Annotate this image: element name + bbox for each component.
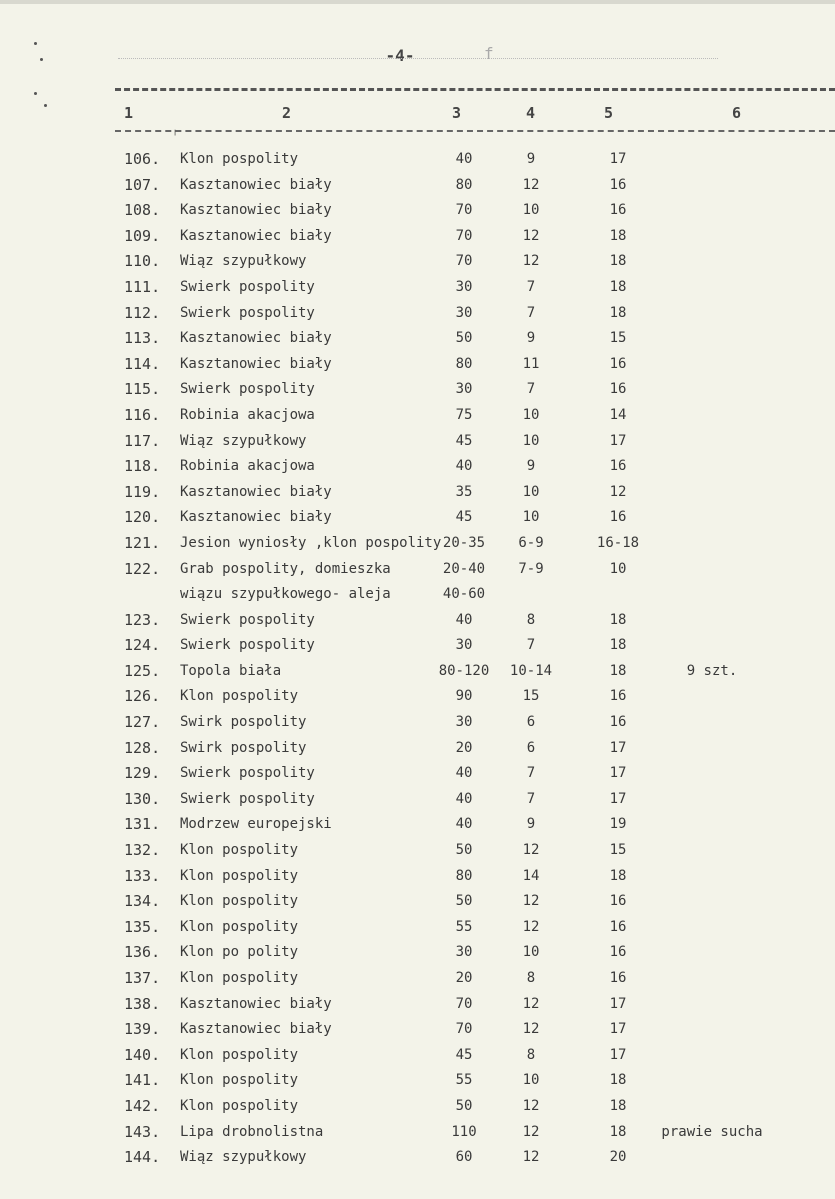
species-name: Swirk pospolity: [180, 739, 307, 756]
row-number: 132.: [124, 841, 161, 860]
cell-col-4: 10: [522, 944, 540, 961]
row-number: 117.: [124, 431, 161, 450]
cell-col-5: 16: [609, 458, 627, 475]
table-row: [0, 836, 835, 862]
cell-col-3: 45: [455, 1046, 473, 1063]
cell-col-5: 18: [609, 637, 627, 654]
table-row: [0, 299, 835, 325]
species-name: Kasztanowiec biały: [180, 509, 332, 526]
species-name: Kasztanowiec biały: [180, 176, 332, 193]
species-name: Robinia akacjowa: [180, 406, 315, 423]
cell-col-4: 12: [522, 1149, 540, 1166]
row-number: 135.: [124, 917, 161, 936]
cell-col-5: 16: [609, 381, 627, 398]
cell-col-5: 16: [609, 176, 627, 193]
cell-col-3: 30: [455, 304, 473, 321]
cell-col-5: 18: [609, 1123, 627, 1140]
cell-col-5: 16: [609, 202, 627, 219]
row-number: 138.: [124, 994, 161, 1013]
cell-col-4: 6: [526, 739, 536, 756]
row-number: 111.: [124, 277, 161, 296]
margin-mark: [40, 58, 43, 61]
species-name: Kasztanowiec biały: [180, 227, 332, 244]
species-name: Kasztanowiec biały: [180, 1021, 332, 1038]
table-row: [0, 222, 835, 248]
cell-col-4: 6: [526, 714, 536, 731]
table-row: [0, 1143, 835, 1169]
row-number: 120.: [124, 508, 161, 527]
header-tick-mark: ╷: [172, 125, 179, 136]
table-top-rule: [115, 88, 835, 91]
cell-col-3: 20-35: [442, 534, 486, 551]
table-row: [0, 196, 835, 222]
species-name: Kasztanowiec biały: [180, 355, 332, 372]
cell-col-4: 12: [522, 918, 540, 935]
cell-col-3: 50: [455, 842, 473, 859]
cell-col-4: 9: [526, 458, 536, 475]
cell-col-3: 90: [455, 688, 473, 705]
cell-col-5: 18: [609, 1072, 627, 1089]
column-header-1: 1: [124, 104, 134, 122]
row-number: 144.: [124, 1148, 161, 1167]
cell-col-4: 7-9: [518, 560, 544, 577]
table-row: [0, 401, 835, 427]
cell-col-4: 8: [526, 970, 536, 986]
dotted-guide-line: [118, 58, 718, 59]
cell-col-3: 70: [455, 995, 473, 1012]
cell-col-5: 17: [609, 995, 627, 1012]
cell-col-6: 9 szt.: [686, 662, 738, 679]
cell-col-4: 9: [526, 151, 536, 167]
cell-col-4: 12: [522, 842, 540, 859]
row-number: 137.: [124, 969, 161, 987]
table-row: [0, 1041, 835, 1067]
cell-col-4: 14: [522, 867, 540, 884]
margin-mark: [44, 104, 47, 107]
table-row: [0, 580, 835, 606]
cell-col-5: 18: [609, 227, 627, 244]
table-row: [0, 1015, 835, 1041]
species-name: Klon pospolity: [180, 893, 299, 910]
cell-col-3: 35: [455, 483, 473, 500]
table-row: [0, 734, 835, 760]
cell-col-3: 30: [455, 637, 473, 654]
row-number: 141.: [124, 1071, 161, 1090]
column-header-6: 6: [732, 104, 742, 122]
row-number: 131.: [124, 815, 161, 834]
species-name: Klon po polity: [180, 944, 299, 961]
cell-col-3: 45: [455, 432, 473, 449]
row-number: 127.: [124, 713, 161, 732]
table-row: [0, 1066, 835, 1092]
cell-col-5: 16: [609, 893, 627, 910]
species-name: Robinia akacjowa: [180, 458, 315, 475]
species-name: Kasztanowiec biały: [180, 483, 332, 500]
table-row: [0, 529, 835, 555]
cell-col-4: 7: [526, 304, 536, 321]
cell-col-3: 55: [455, 918, 473, 935]
cell-col-6: prawie sucha: [661, 1123, 763, 1140]
table-row: [0, 247, 835, 273]
cell-col-5: 16: [609, 918, 627, 935]
table-row: [0, 887, 835, 913]
cell-col-5: 16: [609, 688, 627, 705]
species-name: Swirk pospolity: [180, 714, 307, 731]
cell-col-5: 17: [609, 1046, 627, 1063]
cell-col-3: 50: [455, 1097, 473, 1114]
species-name: Wiąz szypułkowy: [180, 253, 307, 270]
cell-col-5: 18: [609, 867, 627, 884]
page-top-edge: [0, 0, 835, 4]
cell-col-5: 17: [609, 790, 627, 807]
cell-col-5: 17: [609, 432, 627, 449]
row-number: 109.: [124, 226, 161, 245]
column-header-5: 5: [604, 104, 614, 122]
cell-col-5: 16-18: [596, 534, 640, 551]
cell-col-4: 8: [526, 1046, 536, 1063]
cell-col-4: 12: [522, 1123, 540, 1140]
species-name: Jesion wyniosły ,klon pospolity: [180, 534, 442, 551]
cell-col-4: 6-9: [518, 534, 544, 551]
table-row: [0, 171, 835, 197]
table-row: [0, 427, 835, 453]
species-name: Topola biała: [180, 662, 282, 679]
row-number: 124.: [124, 636, 161, 655]
cell-col-3: 80: [455, 867, 473, 884]
margin-mark: [34, 42, 37, 45]
cell-col-4: 11: [522, 355, 540, 372]
cell-col-4: 12: [522, 176, 540, 193]
species-name: Swierk pospolity: [180, 765, 315, 782]
row-number: 119.: [124, 482, 161, 501]
row-number: 140.: [124, 1045, 161, 1064]
row-number: 136.: [124, 943, 161, 962]
species-name: Kasztanowiec biały: [180, 330, 332, 347]
table-row: [0, 478, 835, 504]
column-header-4: 4: [526, 104, 536, 122]
row-number: 107.: [124, 175, 161, 194]
column-header-2: 2: [282, 104, 292, 122]
cell-col-3: 30: [455, 381, 473, 398]
cell-col-4: 10: [522, 483, 540, 500]
table-row: [0, 375, 835, 401]
cell-col-4: 9: [526, 816, 536, 833]
cell-col-5: 10: [609, 560, 627, 577]
row-number: 122.: [124, 559, 161, 578]
table-row: [0, 810, 835, 836]
cell-col-4: 12: [522, 1021, 540, 1038]
cell-col-5: 20: [609, 1149, 627, 1166]
table-row: [0, 145, 835, 171]
table-row: [0, 273, 835, 299]
tree-inventory-table: [0, 145, 835, 1169]
cell-col-3: 20-40: [442, 560, 486, 577]
species-name: Swierk pospolity: [180, 611, 315, 628]
cell-col-5: 18: [609, 611, 627, 628]
row-number: 123.: [124, 610, 161, 629]
table-row: [0, 862, 835, 888]
table-row: [0, 1092, 835, 1118]
species-name: Klon pospolity: [180, 842, 299, 859]
cell-col-5: 16: [609, 355, 627, 372]
row-number: 133.: [124, 866, 161, 885]
species-name: Swierk pospolity: [180, 637, 315, 654]
cell-col-5: 18: [609, 253, 627, 270]
species-name: Swierk pospolity: [180, 304, 315, 321]
cell-col-4: 10-14: [509, 662, 553, 679]
table-row: [0, 964, 835, 990]
species-name: Wiąz szypułkowy: [180, 1149, 307, 1166]
cell-col-5: 17: [609, 1021, 627, 1038]
cell-col-3: 40: [455, 458, 473, 475]
cell-col-3: 40-60: [442, 586, 486, 603]
row-number: 125.: [124, 661, 161, 680]
species-name: Swierk pospolity: [180, 278, 315, 295]
row-number: 113.: [124, 329, 161, 348]
cell-col-5: 18: [609, 662, 627, 679]
species-name: Klon pospolity: [180, 867, 299, 884]
species-name: Wiąz szypułkowy: [180, 432, 307, 449]
cell-col-5: 18: [609, 278, 627, 295]
cell-col-4: 15: [522, 688, 540, 705]
cell-col-4: 12: [522, 227, 540, 244]
cell-col-4: 9: [526, 330, 536, 347]
table-row: [0, 555, 835, 581]
cell-col-5: 18: [609, 1097, 627, 1114]
row-number: 114.: [124, 354, 161, 373]
cell-col-3: 75: [455, 406, 473, 423]
row-number: 106.: [124, 150, 161, 168]
table-row: [0, 631, 835, 657]
cell-col-4: 12: [522, 1097, 540, 1114]
cell-col-3: 30: [455, 714, 473, 731]
cell-col-4: 7: [526, 765, 536, 782]
cell-col-5: 17: [609, 765, 627, 782]
cell-col-3: 50: [455, 893, 473, 910]
cell-col-4: 8: [526, 611, 536, 628]
species-name: Swierk pospolity: [180, 790, 315, 807]
row-number: 130.: [124, 789, 161, 808]
cell-col-3: 20: [455, 970, 473, 986]
header-bottom-rule: [115, 130, 835, 132]
cell-col-5: 19: [609, 816, 627, 833]
species-name: Klon pospolity: [180, 1097, 299, 1114]
row-number: 142.: [124, 1096, 161, 1115]
row-number: 118.: [124, 457, 161, 476]
row-number: 121.: [124, 533, 161, 552]
row-number: 128.: [124, 738, 161, 757]
cell-col-4: 7: [526, 278, 536, 295]
cell-col-3: 70: [455, 1021, 473, 1038]
species-name: Lipa drobnolistna: [180, 1123, 324, 1140]
cell-col-5: 16: [609, 509, 627, 526]
row-number: 116.: [124, 405, 161, 424]
cell-col-4: 10: [522, 1072, 540, 1089]
species-name: Kasztanowiec biały: [180, 202, 332, 219]
cell-col-3: 70: [455, 227, 473, 244]
cell-col-5: 12: [609, 483, 627, 500]
cell-col-3: 20: [455, 739, 473, 756]
cell-col-3: 40: [455, 816, 473, 833]
cell-col-5: 17: [609, 739, 627, 756]
cell-col-4: 12: [522, 995, 540, 1012]
row-number: 112.: [124, 303, 161, 322]
cell-col-3: 40: [455, 151, 473, 167]
cell-col-4: 10: [522, 406, 540, 423]
cell-col-3: 50: [455, 330, 473, 347]
cell-col-5: 16: [609, 714, 627, 731]
cell-col-5: 16: [609, 944, 627, 961]
cell-col-4: 10: [522, 202, 540, 219]
row-number: 143.: [124, 1122, 161, 1141]
column-header-3: 3: [452, 104, 462, 122]
cell-col-5: 15: [609, 842, 627, 859]
cell-col-5: 17: [609, 151, 627, 167]
table-row: [0, 913, 835, 939]
species-name: wiązu szypułkowego- aleja: [180, 586, 391, 603]
table-row: [0, 1118, 835, 1144]
species-name: Klon pospolity: [180, 970, 299, 986]
cell-col-3: 80: [455, 355, 473, 372]
row-number: 134.: [124, 892, 161, 911]
cell-col-3: 80-120: [438, 662, 490, 679]
table-row: [0, 785, 835, 811]
cell-col-3: 80: [455, 176, 473, 193]
species-name: Modrzew europejski: [180, 816, 332, 833]
row-number: 110.: [124, 252, 161, 271]
cell-col-4: 7: [526, 637, 536, 654]
cell-col-3: 40: [455, 765, 473, 782]
cell-col-3: 45: [455, 509, 473, 526]
species-name: Swierk pospolity: [180, 381, 315, 398]
margin-mark: [34, 92, 37, 95]
cell-col-4: 7: [526, 381, 536, 398]
table-row: [0, 503, 835, 529]
species-name: Klon pospolity: [180, 918, 299, 935]
table-row: [0, 324, 835, 350]
table-row: [0, 759, 835, 785]
cell-col-3: 55: [455, 1072, 473, 1089]
cell-col-3: 70: [455, 202, 473, 219]
cell-col-3: 30: [455, 944, 473, 961]
cell-col-4: 7: [526, 790, 536, 807]
row-number: 126.: [124, 687, 161, 706]
cell-col-3: 40: [455, 790, 473, 807]
cell-col-3: 60: [455, 1149, 473, 1166]
cell-col-3: 30: [455, 278, 473, 295]
row-number: 139.: [124, 1020, 161, 1039]
cell-col-4: 12: [522, 253, 540, 270]
table-row: [0, 657, 835, 683]
species-name: Kasztanowiec biały: [180, 995, 332, 1012]
cell-col-3: 40: [455, 611, 473, 628]
table-row: [0, 682, 835, 708]
cell-col-5: 16: [609, 970, 627, 986]
faint-handwritten-mark: f: [484, 44, 494, 63]
cell-col-5: 14: [609, 406, 627, 423]
species-name: Grab pospolity, domieszka: [180, 560, 391, 577]
row-number: 108.: [124, 201, 161, 220]
table-row: [0, 350, 835, 376]
table-row: [0, 938, 835, 964]
cell-col-4: 12: [522, 893, 540, 910]
species-name: Klon pospolity: [180, 1046, 299, 1063]
cell-col-3: 110: [451, 1123, 477, 1140]
cell-col-4: 10: [522, 432, 540, 449]
table-row: [0, 606, 835, 632]
cell-col-4: 10: [522, 509, 540, 526]
species-name: Klon pospolity: [180, 688, 299, 705]
species-name: Klon pospolity: [180, 151, 299, 167]
table-row: [0, 990, 835, 1016]
cell-col-5: 18: [609, 304, 627, 321]
cell-col-5: 15: [609, 330, 627, 347]
species-name: Klon pospolity: [180, 1072, 299, 1089]
table-row: [0, 708, 835, 734]
table-row: [0, 452, 835, 478]
page-number: -4-: [385, 46, 415, 65]
cell-col-3: 70: [455, 253, 473, 270]
row-number: 115.: [124, 380, 161, 399]
row-number: 129.: [124, 764, 161, 783]
